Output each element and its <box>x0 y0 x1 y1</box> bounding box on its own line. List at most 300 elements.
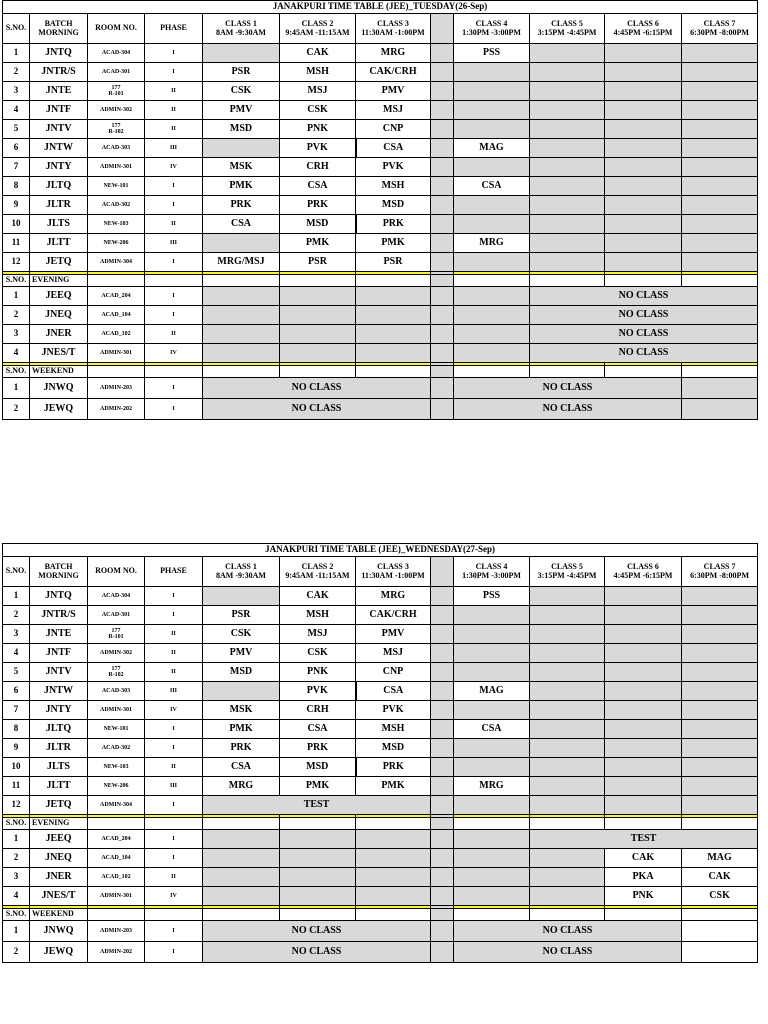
row-phase: IV <box>145 887 203 906</box>
notice-cell: NO CLASS <box>530 344 758 363</box>
class-cell-2: PNK <box>280 120 356 139</box>
row-room: ACAD-302 <box>88 196 145 215</box>
row-room: ACAD_104 <box>88 306 145 325</box>
label-cell-empty <box>145 275 203 287</box>
class-cell-3: MSJ <box>356 644 431 663</box>
class-cell-2: CSA <box>280 720 356 739</box>
row-room: NEW-101 <box>88 177 145 196</box>
row-room-line2: R-102 <box>108 672 124 678</box>
break-column <box>431 777 454 796</box>
class-cell-7 <box>682 215 758 234</box>
label-cell-empty <box>145 366 203 378</box>
row-batch: JNES/T <box>30 344 88 363</box>
class-cell-7: CAK <box>682 868 758 887</box>
row-phase: I <box>145 253 203 272</box>
break-column <box>431 587 454 606</box>
class-cell-empty <box>682 796 758 815</box>
class-cell-2: CAK <box>280 44 356 63</box>
class-cell-2: CRH <box>280 158 356 177</box>
class-cell-7 <box>682 606 758 625</box>
header-class-7-line2: 6:30PM -8:00PM <box>690 570 749 580</box>
row-sno: 6 <box>3 682 30 701</box>
break-column <box>431 739 454 758</box>
class-cell-5 <box>530 120 605 139</box>
class-cell-7 <box>682 234 758 253</box>
label-cell-empty <box>88 909 145 921</box>
label-cell-empty <box>605 366 682 378</box>
class-cell-6 <box>605 158 682 177</box>
class-cell-3: PMK <box>356 777 431 796</box>
row-sno: 5 <box>3 120 30 139</box>
row-room: ACAD_204 <box>88 830 145 849</box>
class-cell-3: PMK <box>356 234 431 253</box>
class-cell-1 <box>203 325 280 344</box>
notice-cell: NO CLASS <box>454 378 682 399</box>
row-batch: JNES/T <box>30 887 88 906</box>
label-cell-empty <box>203 909 280 921</box>
header-class-6-line2: 4:45PM -6:15PM <box>613 27 673 37</box>
class-cell-3 <box>356 325 431 344</box>
notice-cell: NO CLASS <box>203 378 431 399</box>
class-cell-1: PRK <box>203 739 280 758</box>
table-row <box>3 625 758 644</box>
class-cell-3 <box>356 868 431 887</box>
table-row <box>3 120 758 139</box>
class-cell-5 <box>530 758 605 777</box>
header-class-1-line1: CLASS 1 <box>225 19 257 29</box>
weekend-label-row-sno: S.NO. <box>3 366 30 378</box>
table-row <box>3 701 758 720</box>
class-cell-5 <box>530 606 605 625</box>
class-cell-empty <box>454 796 530 815</box>
label-cell-empty <box>454 366 530 378</box>
label-cell-empty <box>88 818 145 830</box>
break-column <box>431 177 454 196</box>
class-cell-2: CSK <box>280 644 356 663</box>
header-class-1-line1: CLASS 1 <box>225 562 257 572</box>
table-row <box>3 682 758 701</box>
row-room: ADMIN-301 <box>88 887 145 906</box>
class-cell-1 <box>203 306 280 325</box>
row-sno: 2 <box>3 306 30 325</box>
class-cell-5 <box>530 44 605 63</box>
header-sno: S.NO. <box>3 557 30 587</box>
class-cell-7: CSK <box>682 887 758 906</box>
break-column <box>431 63 454 82</box>
class-cell-2: PMK <box>280 777 356 796</box>
class-cell-6 <box>605 720 682 739</box>
break-column <box>431 378 454 399</box>
table-row <box>3 287 758 306</box>
class-cell-3: CNP <box>356 120 431 139</box>
row-phase: I <box>145 44 203 63</box>
class-cell-4 <box>454 758 530 777</box>
row-room: ACAD_102 <box>88 325 145 344</box>
row-room: ADMIN-202 <box>88 942 145 963</box>
label-cell-empty <box>530 275 605 287</box>
class-cell-7 <box>682 663 758 682</box>
table-row <box>3 399 758 420</box>
class-cell-1 <box>203 849 280 868</box>
row-phase: I <box>145 796 203 815</box>
class-cell-4 <box>454 325 530 344</box>
header-class-3-line2: 11:30AM -1:00PM <box>361 570 425 580</box>
table-row <box>3 139 758 158</box>
class-cell-4 <box>454 253 530 272</box>
class-cell-5 <box>530 253 605 272</box>
class-cell-4 <box>454 120 530 139</box>
table-row <box>3 215 758 234</box>
table-row <box>3 63 758 82</box>
row-room-line2: R-102 <box>108 129 124 135</box>
evening-label-row-sno: S.NO. <box>3 818 30 830</box>
row-batch: JLTS <box>30 215 88 234</box>
table-row <box>3 868 758 887</box>
row-room: NEW-101 <box>88 720 145 739</box>
label-cell-empty <box>431 909 454 921</box>
notice-cell: TEST <box>530 830 758 849</box>
table-row <box>3 82 758 101</box>
class-cell-6 <box>605 177 682 196</box>
class-cell-5 <box>530 158 605 177</box>
break-column <box>431 921 454 942</box>
class-cell-3: MRG <box>356 44 431 63</box>
row-batch: JNTQ <box>30 44 88 63</box>
class-cell-1 <box>203 44 280 63</box>
row-batch: JNWQ <box>30 921 88 942</box>
class-cell-5 <box>530 887 605 906</box>
class-cell-3 <box>356 830 431 849</box>
notice-cell: NO CLASS <box>203 399 431 420</box>
class-cell-2: PVK <box>280 139 356 158</box>
notice-cell: NO CLASS <box>203 942 431 963</box>
row-room-line2: R-101 <box>108 634 124 640</box>
class-cell-4 <box>454 82 530 101</box>
row-batch: JNER <box>30 868 88 887</box>
row-sno: 1 <box>3 44 30 63</box>
class-cell-5 <box>530 720 605 739</box>
break-column <box>431 82 454 101</box>
row-room: ADMIN-304 <box>88 796 145 815</box>
row-phase: I <box>145 720 203 739</box>
row-room <box>88 625 145 644</box>
row-phase: I <box>145 63 203 82</box>
class-cell-3: MSJ <box>356 101 431 120</box>
header-class-7 <box>682 14 758 44</box>
class-cell-1 <box>203 287 280 306</box>
class-cell-5 <box>530 682 605 701</box>
table-row <box>3 921 758 942</box>
break-column <box>431 399 454 420</box>
class-cell-7 <box>682 682 758 701</box>
class-cell-5 <box>530 63 605 82</box>
row-sno: 3 <box>3 325 30 344</box>
table-row <box>3 44 758 63</box>
row-room <box>88 663 145 682</box>
evening-label-row <box>3 275 758 287</box>
header-class-6-line1: CLASS 6 <box>627 562 659 572</box>
row-sno: 3 <box>3 625 30 644</box>
class-cell-7 <box>682 739 758 758</box>
row-room: ADMIN-301 <box>88 344 145 363</box>
row-room-line1: 177 <box>111 627 121 634</box>
row-phase: II <box>145 868 203 887</box>
class-cell-6: PNK <box>605 887 682 906</box>
class-cell-4: MAG <box>454 682 530 701</box>
weekend-label-row-sno: S.NO. <box>3 909 30 921</box>
header-class-6-line1: CLASS 6 <box>627 19 659 29</box>
class-cell-1: MSK <box>203 701 280 720</box>
header-class-3 <box>356 14 431 44</box>
class-cell-1: PSR <box>203 606 280 625</box>
class-cell-6 <box>605 196 682 215</box>
table-title: JANAKPURI TIME TABLE (JEE)_WEDNESDAY(27-Sep) <box>3 544 758 557</box>
timetable-tuesday <box>2 0 758 420</box>
class-cell-4: CSA <box>454 720 530 739</box>
row-room: ADMIN-203 <box>88 921 145 942</box>
row-phase: III <box>145 234 203 253</box>
class-cell-2: PSR <box>280 253 356 272</box>
row-sno: 1 <box>3 830 30 849</box>
class-cell-5 <box>530 663 605 682</box>
row-phase: II <box>145 325 203 344</box>
class-cell-7 <box>682 625 758 644</box>
class-cell-4: PSS <box>454 44 530 63</box>
row-batch: JLTT <box>30 234 88 253</box>
class-cell-2: PNK <box>280 663 356 682</box>
class-cell-6 <box>605 701 682 720</box>
evening-label-row-title: EVENING <box>30 275 88 287</box>
label-cell-empty <box>356 818 431 830</box>
row-room: ACAD_102 <box>88 868 145 887</box>
class-cell-4: PSS <box>454 587 530 606</box>
row-sno: 7 <box>3 158 30 177</box>
class-cell-5 <box>530 196 605 215</box>
row-batch: JLTQ <box>30 177 88 196</box>
row-sno: 1 <box>3 287 30 306</box>
row-sno: 4 <box>3 101 30 120</box>
header-class-4-line2: 1:30PM -3:00PM <box>462 27 521 37</box>
label-cell-empty <box>605 909 682 921</box>
class-cell-4 <box>454 739 530 758</box>
class-cell-1: MRG <box>203 777 280 796</box>
row-room: ACAD-303 <box>88 682 145 701</box>
break-column <box>431 849 454 868</box>
class-cell-3: CSA <box>356 682 431 701</box>
header-class-5-line1: CLASS 5 <box>551 19 583 29</box>
header-class-1-line2: 8AM -9:30AM <box>216 570 266 580</box>
row-room: ACAD-304 <box>88 44 145 63</box>
break-column <box>431 158 454 177</box>
class-cell-7 <box>682 644 758 663</box>
class-cell-4 <box>454 606 530 625</box>
row-phase: I <box>145 606 203 625</box>
header-class-6 <box>605 14 682 44</box>
break-column <box>431 887 454 906</box>
label-cell-empty <box>454 818 530 830</box>
row-sno: 4 <box>3 887 30 906</box>
class-cell-7 <box>682 378 758 399</box>
label-cell-empty <box>530 818 605 830</box>
class-cell-7 <box>682 82 758 101</box>
row-phase: III <box>145 777 203 796</box>
table-row <box>3 101 758 120</box>
class-cell-1: MRG/MSJ <box>203 253 280 272</box>
row-batch: JNTW <box>30 682 88 701</box>
class-cell-7 <box>682 921 758 942</box>
class-cell-2: MSJ <box>280 625 356 644</box>
row-sno: 3 <box>3 82 30 101</box>
row-batch: JLTR <box>30 739 88 758</box>
break-column <box>431 234 454 253</box>
break-column <box>431 344 454 363</box>
class-cell-4: MRG <box>454 777 530 796</box>
row-sno: 10 <box>3 215 30 234</box>
class-cell-3: MRG <box>356 587 431 606</box>
header-class-1 <box>203 557 280 587</box>
notice-cell: NO CLASS <box>454 921 682 942</box>
row-batch: JNTV <box>30 663 88 682</box>
row-batch: JNTY <box>30 158 88 177</box>
label-cell-empty <box>203 366 280 378</box>
class-cell-1: PMK <box>203 177 280 196</box>
header-class-4-line2: 1:30PM -3:00PM <box>462 570 521 580</box>
row-room: ACAD_204 <box>88 287 145 306</box>
header-class-1-line2: 8AM -9:30AM <box>216 27 266 37</box>
class-cell-3: PMV <box>356 625 431 644</box>
row-room: ADMIN-301 <box>88 158 145 177</box>
table-row <box>3 306 758 325</box>
header-row <box>3 557 758 587</box>
break-column <box>431 758 454 777</box>
table-row <box>3 830 758 849</box>
row-sno: 11 <box>3 234 30 253</box>
row-sno: 2 <box>3 63 30 82</box>
label-cell-empty <box>454 909 530 921</box>
row-batch: JLTS <box>30 758 88 777</box>
class-cell-3: PVK <box>356 158 431 177</box>
header-class-5-line2: 3:15PM -4:45PM <box>537 27 597 37</box>
header-class-1 <box>203 14 280 44</box>
header-class-3-line2: 11:30AM -1:00PM <box>361 27 425 37</box>
evening-label-row-title: EVENING <box>30 818 88 830</box>
row-sno: 11 <box>3 777 30 796</box>
header-class-4 <box>454 557 530 587</box>
class-cell-1 <box>203 868 280 887</box>
header-class-2-line2: 9:45AM -11:15AM <box>285 570 350 580</box>
class-cell-7 <box>682 158 758 177</box>
label-cell-empty <box>145 909 203 921</box>
class-cell-4 <box>454 830 530 849</box>
row-room: NEW-103 <box>88 758 145 777</box>
header-room: ROOM NO. <box>88 557 145 587</box>
table-row <box>3 253 758 272</box>
row-room-line1: 177 <box>111 84 121 91</box>
break-column <box>431 44 454 63</box>
class-cell-1: MSD <box>203 663 280 682</box>
label-cell-empty <box>280 818 356 830</box>
break-column <box>431 253 454 272</box>
class-cell-6: PKA <box>605 868 682 887</box>
class-cell-3 <box>356 344 431 363</box>
header-class-2 <box>280 14 356 44</box>
row-phase: I <box>145 587 203 606</box>
row-sno: 5 <box>3 663 30 682</box>
label-cell-empty <box>203 818 280 830</box>
break-column <box>431 139 454 158</box>
break-column <box>431 701 454 720</box>
title-row <box>3 1 758 14</box>
row-room: ADMIN-302 <box>88 101 145 120</box>
class-cell-2 <box>280 849 356 868</box>
row-sno: 2 <box>3 399 30 420</box>
header-batch-line1: BATCH <box>44 562 73 572</box>
row-batch: JLTQ <box>30 720 88 739</box>
notice-cell: NO CLASS <box>530 306 758 325</box>
header-class-4 <box>454 14 530 44</box>
row-room: ACAD-301 <box>88 63 145 82</box>
row-batch: JNTY <box>30 701 88 720</box>
row-batch: JNEQ <box>30 849 88 868</box>
break-column <box>431 196 454 215</box>
break-column <box>431 625 454 644</box>
label-cell-empty <box>682 366 758 378</box>
row-batch: JNWQ <box>30 378 88 399</box>
class-cell-2: CAK <box>280 587 356 606</box>
evening-label-row <box>3 818 758 830</box>
label-cell-empty <box>280 366 356 378</box>
row-phase: I <box>145 399 203 420</box>
row-room: ADMIN-203 <box>88 378 145 399</box>
row-phase: II <box>145 82 203 101</box>
class-cell-6 <box>605 777 682 796</box>
header-class-7-line1: CLASS 7 <box>703 562 736 572</box>
class-cell-6 <box>605 644 682 663</box>
header-batch <box>30 557 88 587</box>
row-phase: IV <box>145 158 203 177</box>
class-cell-4 <box>454 196 530 215</box>
header-class-5-line2: 3:15PM -4:45PM <box>537 570 597 580</box>
class-cell-2 <box>280 287 356 306</box>
row-sno: 6 <box>3 139 30 158</box>
row-phase: II <box>145 625 203 644</box>
break-column <box>431 14 454 44</box>
row-room: ADMIN-301 <box>88 701 145 720</box>
class-cell-2: PMK <box>280 234 356 253</box>
table-row <box>3 777 758 796</box>
class-cell-7 <box>682 777 758 796</box>
notice-cell: NO CLASS <box>530 325 758 344</box>
notice-cell: NO CLASS <box>454 942 682 963</box>
row-batch: JNTR/S <box>30 63 88 82</box>
class-cell-5 <box>530 739 605 758</box>
class-cell-4 <box>454 287 530 306</box>
label-cell-empty <box>682 818 758 830</box>
header-class-5-line1: CLASS 5 <box>551 562 583 572</box>
class-cell-7 <box>682 177 758 196</box>
class-cell-3: MSD <box>356 196 431 215</box>
class-cell-4 <box>454 868 530 887</box>
class-cell-3: MSH <box>356 720 431 739</box>
class-cell-empty <box>530 796 605 815</box>
row-phase: II <box>145 120 203 139</box>
row-room: ADMIN-202 <box>88 399 145 420</box>
row-room: NEW-103 <box>88 215 145 234</box>
table-row <box>3 887 758 906</box>
class-cell-3: PRK <box>356 758 431 777</box>
row-sno: 2 <box>3 606 30 625</box>
class-cell-5 <box>530 139 605 158</box>
